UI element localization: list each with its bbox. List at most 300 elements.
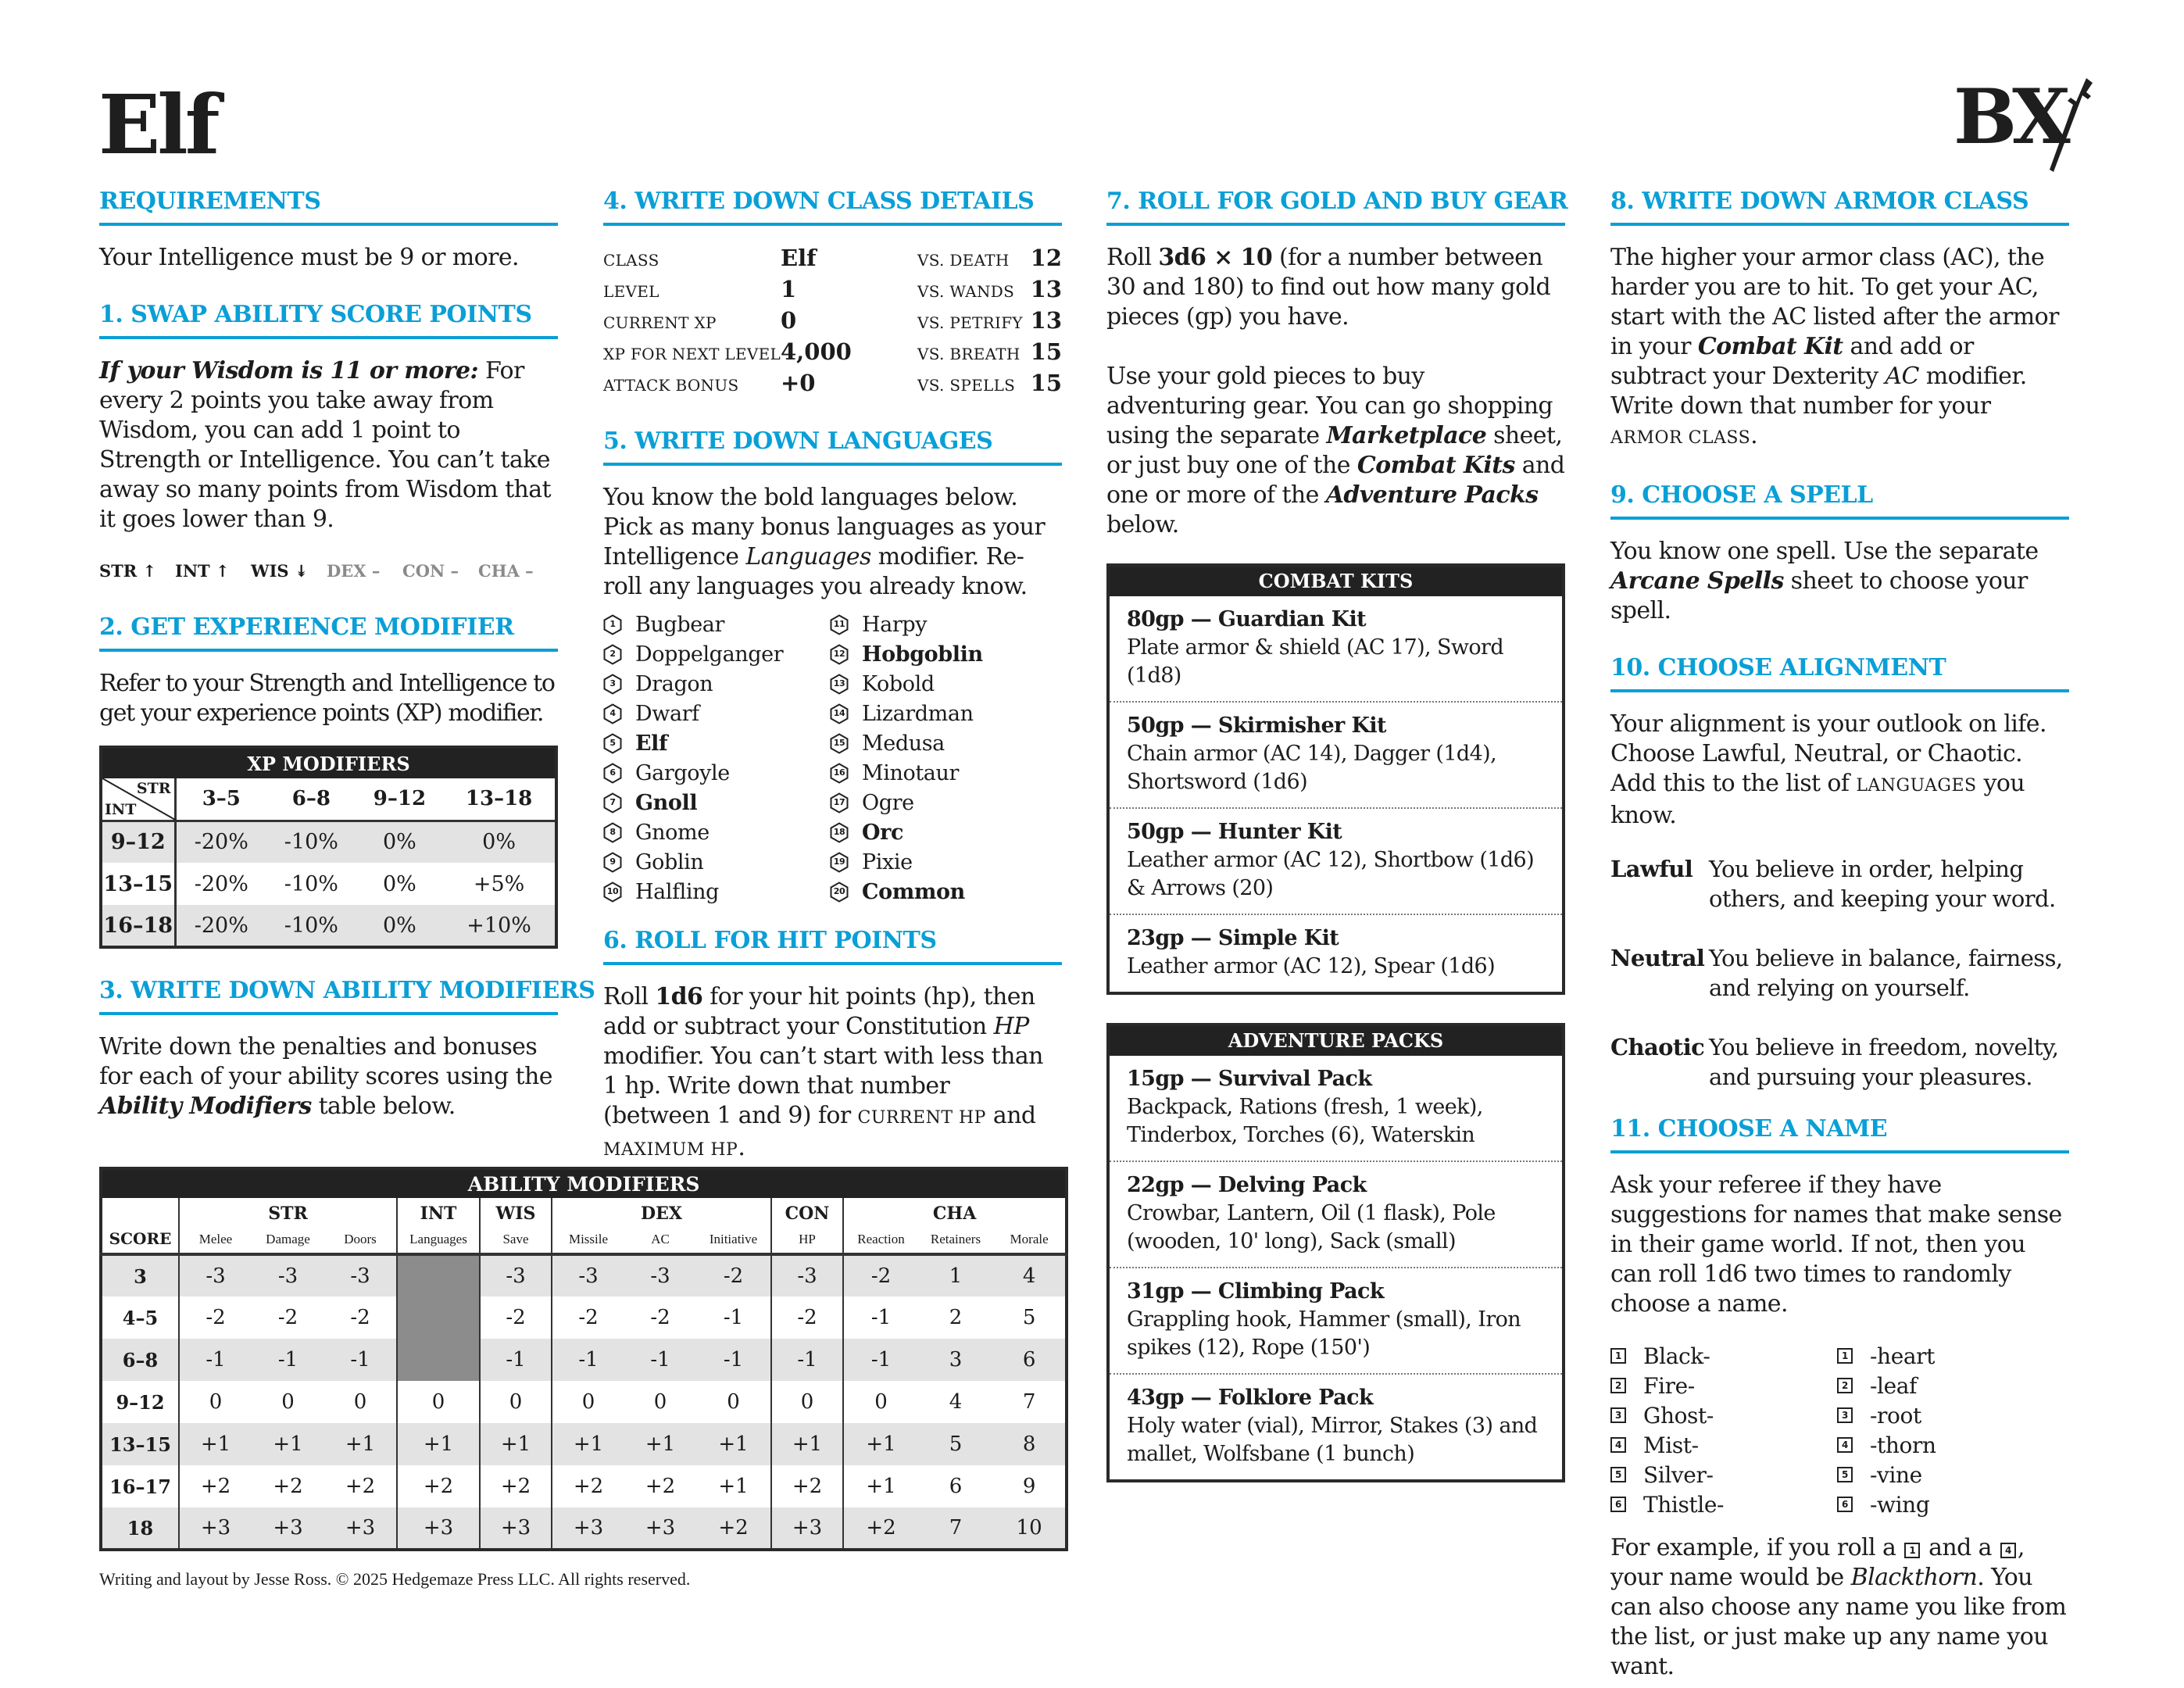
modifier-cell: +1: [696, 1423, 771, 1465]
column-4: [1610, 188, 2069, 1682]
swap-indicator: DEX –: [327, 561, 381, 581]
column-2: [603, 188, 1062, 1165]
step2-heading: 2. GET EXPERIENCE MODIFIER: [99, 613, 558, 652]
modifier-cell: +2: [273, 1475, 303, 1498]
saving-throw-label: VS. DEATH: [917, 251, 1010, 270]
modifier-cell: 0: [653, 1390, 667, 1414]
language-item: [603, 639, 830, 669]
modifier-cell: +3: [480, 1507, 552, 1550]
column-1: [99, 188, 595, 1121]
modifier-cell: 6: [949, 1475, 963, 1498]
d6-face-icon: 3: [1610, 1407, 1626, 1423]
modifier-cell: -3: [624, 1254, 696, 1296]
language-name: Medusa: [862, 731, 945, 756]
combat-kits-caption: COMBAT KITS: [1110, 567, 1562, 596]
language-item: [830, 728, 1056, 758]
combat-kit: [1110, 915, 1562, 992]
footer-credits: Writing and layout by Jesse Ross. © 2025 Hedgemaze Press LLC. All rights reserved.: [99, 1569, 691, 1589]
d20-hex-icon: 12: [830, 644, 849, 665]
language-item: [830, 877, 1056, 907]
languages-list: [603, 610, 1062, 907]
modifier-cell: -1: [843, 1296, 918, 1339]
not-applicable-cell: [397, 1254, 480, 1296]
ability-table-row: [101, 1465, 1067, 1507]
d20-hex-icon: 5: [603, 733, 622, 754]
class-detail-value: 1: [781, 276, 797, 302]
modifier-cell: 6: [993, 1339, 1067, 1381]
item-title: 80gp — Guardian Kit: [1127, 607, 1366, 631]
saving-throw-label: VS. BREATH: [917, 345, 1021, 363]
language-name: Halfling: [635, 879, 720, 904]
language-item: [830, 699, 1056, 728]
modifier-cell: -2: [552, 1296, 624, 1339]
step7-heading: 7. ROLL FOR GOLD AND BUY GEAR: [1106, 188, 1565, 226]
modifier-cell: +2: [843, 1507, 918, 1550]
d20-hex-icon: 10: [603, 882, 622, 903]
d20-hex-icon: 18: [830, 822, 849, 843]
alignment-list: [1610, 854, 2069, 1121]
step10-text: Your alignment is your outlook on life. Choose Lawful, Neutral, or Chaotic. Add this to the list of LANGUAGES you know.: [1610, 710, 2046, 829]
modifier-cell: -2: [480, 1296, 552, 1339]
combat-kit: [1110, 596, 1562, 703]
language-name: Harpy: [862, 612, 928, 637]
xp-cell: -10%: [284, 871, 338, 896]
language-item: [830, 758, 1056, 788]
xp-table-row: [101, 905, 556, 947]
language-name: Dwarf: [635, 701, 699, 726]
score-header: SCORE: [101, 1198, 179, 1254]
modifier-cell: +2: [480, 1465, 552, 1507]
saving-throw-label: VS. WANDS: [917, 282, 1015, 301]
language-name: Kobold: [862, 671, 935, 696]
alignment-description: You believe in freedom, novelty, and pursuing your pleasures.: [1709, 1034, 2059, 1090]
language-name: Gnome: [635, 820, 710, 845]
xp-row-label: 16–18: [101, 905, 175, 947]
adventure-pack: [1110, 1056, 1562, 1162]
xp-cell: -20%: [175, 905, 266, 947]
step9-text: You know one spell. Use the separate Arcane Spells sheet to choose your spell.: [1610, 538, 2039, 624]
alignment-name: Chaotic: [1610, 1034, 1705, 1060]
language-item: [603, 788, 830, 817]
xp-cell: -10%: [266, 821, 356, 863]
step3-heading: 3. WRITE DOWN ABILITY MODIFIERS: [99, 977, 558, 1015]
class-detail-value: Elf: [781, 245, 817, 271]
modifier-cell: 0: [179, 1381, 252, 1423]
item-description: Leather armor (AC 12), Shortbow (1d6) & Arrows (20): [1127, 848, 1535, 900]
modifier-cell: +3: [252, 1507, 324, 1550]
modifier-cell: -3: [252, 1254, 324, 1296]
die-face-icon: 1: [1904, 1543, 1920, 1558]
step7-roll-text: Roll 3d6 × 10 (for a number between 30 and 180) to find out how many gold pieces (gp) you have.: [1106, 244, 1551, 331]
language-name: Common: [862, 879, 965, 904]
item-title: 43gp — Folklore Pack: [1127, 1386, 1374, 1410]
modifier-cell: 0: [727, 1390, 740, 1414]
step1-heading: 1. SWAP ABILITY SCORE POINTS: [99, 301, 558, 339]
swap-indicators: [99, 561, 558, 581]
d6-face-icon: 5: [1837, 1467, 1853, 1482]
modifier-cell: +2: [645, 1475, 676, 1498]
step11-heading: 11. CHOOSE A NAME: [1610, 1115, 2069, 1153]
ability-subheader: Morale: [993, 1226, 1067, 1254]
modifier-cell: -3: [771, 1254, 843, 1296]
modifier-cell: +2: [179, 1465, 252, 1507]
ability-subheader: Doors: [324, 1226, 397, 1254]
name-table: [1610, 1341, 2069, 1519]
d20-hex-icon: 14: [830, 703, 849, 724]
name-prefix: 1 Black-: [1610, 1341, 1837, 1371]
name-prefix: 5 Silver-: [1610, 1460, 1837, 1490]
xp-col-header: 3–5: [175, 778, 266, 821]
ability-subheader: AC: [624, 1226, 696, 1254]
modifier-cell: 3: [918, 1339, 993, 1381]
modifier-cell: 2: [949, 1306, 963, 1329]
modifier-cell: +1: [552, 1423, 624, 1465]
d20-hex-icon: 8: [603, 822, 622, 843]
modifier-cell: 5: [1022, 1306, 1036, 1329]
name-prefix: 2 Fire-: [1610, 1371, 1837, 1400]
saving-throw-value: 13: [1030, 276, 1062, 302]
modifier-cell: +3: [324, 1507, 397, 1550]
xp-cell: +5%: [473, 871, 525, 896]
class-detail-label: CLASS: [603, 251, 659, 270]
modifier-cell: 0: [771, 1381, 843, 1423]
bx-logo: [1953, 73, 2094, 173]
name-suffix: 2 -leaf: [1837, 1371, 2064, 1400]
not-applicable-cell: [397, 1339, 480, 1381]
modifier-cell: +2: [345, 1475, 376, 1498]
modifier-cell: -3: [552, 1254, 624, 1296]
modifier-cell: -1: [324, 1339, 397, 1381]
step5-heading: 5. WRITE DOWN LANGUAGES: [603, 427, 1062, 466]
xp-cell: 0%: [356, 821, 444, 863]
d20-hex-icon: 2: [603, 644, 622, 665]
swap-indicator: STR ↑: [99, 561, 157, 581]
modifier-cell: -1: [552, 1339, 624, 1381]
group-header-con: CON: [771, 1198, 843, 1226]
saving-throw-value: 15: [1030, 338, 1062, 365]
modifier-cell: 0: [353, 1390, 367, 1414]
modifier-cell: 4: [949, 1390, 963, 1414]
ability-subheader: Reaction: [843, 1226, 918, 1254]
d6-face-icon: 3: [1837, 1407, 1853, 1423]
modifier-cell: 7: [918, 1507, 993, 1550]
ability-subheader: Melee: [179, 1226, 252, 1254]
name-suffix: 1 -heart: [1837, 1341, 2064, 1371]
modifier-cell: -1: [624, 1339, 696, 1381]
not-applicable-cell: [397, 1296, 480, 1339]
swap-indicator: CHA –: [478, 561, 534, 581]
modifier-cell: +2: [397, 1465, 480, 1507]
d20-hex-icon: 6: [603, 763, 622, 784]
modifier-cell: +1: [480, 1423, 552, 1465]
step7-shop-text: Use your gold pieces to buy adventuring gear. You can go shopping using the separate Marketplace sheet, or just buy one of the Combat Kits and one or more of the Adventure Packs below.: [1106, 363, 1565, 538]
logo-text: BX: [1953, 73, 2066, 161]
class-detail-value: 0: [781, 307, 797, 334]
step11-example: For example, if you roll a 1 and a 4 , your name would be Blackthorn. You can also choose any name you like from the list, or just make up any name you want.: [1610, 1534, 2067, 1680]
ability-table-row: [101, 1381, 1067, 1423]
modifier-cell: +1: [624, 1423, 696, 1465]
modifier-cell: +2: [696, 1507, 771, 1550]
step5-text: You know the bold languages below. Pick as many bonus languages as your Intelligence Languages modifier. Re-roll any languages you already know.: [603, 484, 1046, 600]
item-description: Leather armor (AC 12), Spear (1d6): [1127, 954, 1496, 978]
modifier-cell: -2: [771, 1296, 843, 1339]
language-name: Minotaur: [862, 760, 959, 785]
score-label: 13–15: [101, 1423, 179, 1465]
modifier-cell: +1: [843, 1465, 918, 1507]
ability-subheader: Missile: [552, 1226, 624, 1254]
item-title: 15gp — Survival Pack: [1127, 1067, 1372, 1091]
language-item: [603, 877, 830, 907]
ability-table-row: [101, 1254, 1067, 1296]
modifier-cell: +2: [552, 1465, 624, 1507]
ability-modifiers-table: [99, 1167, 1068, 1551]
requirements-heading: REQUIREMENTS: [99, 188, 558, 226]
modifier-cell: 0: [843, 1381, 918, 1423]
language-name: Goblin: [635, 849, 704, 874]
item-description: Chain armor (AC 14), Dagger (1d4), Shortsword (1d6): [1127, 742, 1497, 794]
xp-table-corner: STR INT: [101, 778, 175, 821]
d20-hex-icon: 19: [830, 852, 849, 873]
language-name: Gargoyle: [635, 760, 730, 785]
item-title: 31gp — Climbing Pack: [1127, 1279, 1384, 1304]
d20-hex-icon: 1: [603, 614, 622, 635]
name-suffix: 4 -thorn: [1837, 1430, 2064, 1460]
item-title: 50gp — Skirmisher Kit: [1127, 713, 1386, 738]
class-details: [603, 243, 1062, 398]
step6-heading: 6. ROLL FOR HIT POINTS: [603, 927, 1062, 965]
swap-indicator: CON –: [402, 561, 459, 581]
modifier-cell: -2: [650, 1306, 670, 1329]
language-name: Pixie: [862, 849, 913, 874]
d6-face-icon: 1: [1610, 1348, 1626, 1364]
ability-table-row: [101, 1423, 1067, 1465]
d6-face-icon: 6: [1837, 1497, 1853, 1512]
language-item: [603, 847, 830, 877]
combat-kits-box: [1106, 563, 1565, 995]
step8-text: The higher your armor class (AC), the harder you are to hit. To get your AC, start with the AC listed after the armor in your Combat Kit and add or subtract your Dexterity AC modifier. Write down that number for your ARMOR CLASS.: [1610, 244, 2059, 449]
modifier-cell: 7: [1022, 1390, 1036, 1414]
name-suffix: 3 -root: [1837, 1400, 2064, 1430]
xp-modifiers-table: [99, 746, 558, 949]
modifier-cell: 5: [918, 1423, 993, 1465]
modifier-cell: -3: [480, 1254, 552, 1296]
ability-subheader: Retainers: [918, 1226, 993, 1254]
modifier-cell: 0: [480, 1381, 552, 1423]
item-title: 23gp — Simple Kit: [1127, 926, 1339, 950]
item-description: Backpack, Rations (fresh, 1 week), Tinderbox, Torches (6), Waterskin: [1127, 1095, 1483, 1147]
language-name: Gnoll: [635, 790, 698, 815]
score-label: 3: [101, 1254, 179, 1296]
modifier-cell: -1: [771, 1339, 843, 1381]
d6-face-icon: 4: [1610, 1437, 1626, 1453]
ability-subheader: HP: [771, 1226, 843, 1254]
modifier-cell: +3: [179, 1507, 252, 1550]
swap-indicator: WIS ↡: [251, 561, 309, 581]
modifier-cell: 9: [1022, 1475, 1036, 1498]
language-item: [603, 758, 830, 788]
ability-subheader: Damage: [252, 1226, 324, 1254]
d6-face-icon: 5: [1610, 1467, 1626, 1482]
language-name: Orc: [862, 820, 903, 845]
ability-table-caption: ABILITY MODIFIERS: [101, 1168, 1067, 1198]
modifier-cell: +1: [718, 1475, 749, 1498]
step1-text: If your Wisdom is 11 or more: For every 2 points you take away from Wisdom, you can add 1 point to Strength or Intelligence. You can’t take away so many points from Wisdom that it goes lower than 9.: [99, 357, 551, 533]
d20-hex-icon: 16: [830, 763, 849, 784]
xp-cell: 0%: [382, 871, 416, 896]
language-item: [603, 817, 830, 847]
modifier-cell: -2: [696, 1254, 771, 1296]
d6-face-icon: 4: [1837, 1437, 1853, 1453]
modifier-cell: +1: [252, 1423, 324, 1465]
modifier-cell: -1: [480, 1339, 552, 1381]
alignment-description: You believe in order, helping others, and keeping your word.: [1709, 856, 2056, 912]
language-item: [830, 610, 1056, 639]
alignment-description: You believe in balance, fairness, and relying on yourself.: [1709, 945, 2063, 1001]
step11-text: Ask your referee if they have suggestions for names that make sense in their game world. If not, then you can roll 1d6 two times to randomly choose a name.: [1610, 1171, 2062, 1318]
saving-throw-label: VS. PETRIFY: [917, 313, 1023, 332]
language-name: Elf: [635, 731, 668, 756]
group-header-dex: DEX: [552, 1198, 771, 1226]
language-name: Bugbear: [635, 612, 724, 637]
d20-hex-icon: 3: [603, 674, 622, 695]
ability-subheader: Save: [480, 1226, 552, 1254]
group-header-int: INT: [397, 1198, 480, 1226]
class-detail-label: LEVEL: [603, 282, 659, 301]
language-name: Hobgoblin: [862, 642, 983, 667]
step3-text: Write down the penalties and bonuses for each of your ability scores using the Ability Modifiers table below.: [99, 1033, 552, 1120]
d20-hex-icon: 9: [603, 852, 622, 873]
item-title: 22gp — Delving Pack: [1127, 1173, 1367, 1197]
group-header-str: STR: [179, 1198, 397, 1226]
language-item: [603, 699, 830, 728]
modifier-cell: 1: [918, 1254, 993, 1296]
item-description: Holy water (vial), Mirror, Stakes (3) and mallet, Wolfsbane (1 bunch): [1127, 1414, 1538, 1466]
modifier-cell: +3: [624, 1507, 696, 1550]
saving-throw-value: 12: [1030, 245, 1062, 271]
d6-face-icon: 6: [1610, 1497, 1626, 1512]
modifier-cell: -1: [723, 1306, 744, 1329]
group-header-wis: WIS: [480, 1198, 552, 1226]
d20-hex-icon: 13: [830, 674, 849, 695]
item-description: Crowbar, Lantern, Oil (1 flask), Pole (wooden, 10' long), Sack (small): [1127, 1201, 1496, 1253]
d6-face-icon: 2: [1610, 1378, 1626, 1393]
modifier-cell: -1: [252, 1339, 324, 1381]
item-description: Grappling hook, Hammer (small), Iron spikes (12), Rope (150'): [1127, 1307, 1521, 1360]
d20-hex-icon: 20: [830, 882, 849, 903]
d6-face-icon: 1: [1837, 1348, 1853, 1364]
step9-heading: 9. CHOOSE A SPELL: [1610, 481, 2069, 520]
xp-cell: 0%: [356, 905, 444, 947]
d6-face-icon: 2: [1837, 1378, 1853, 1393]
item-title: 50gp — Hunter Kit: [1127, 820, 1342, 844]
language-item: [603, 669, 830, 699]
adventure-pack: [1110, 1375, 1562, 1479]
column-3: [1106, 188, 1568, 1482]
modifier-cell: +2: [771, 1465, 843, 1507]
modifier-cell: 0: [281, 1390, 295, 1414]
score-label: 4–5: [122, 1306, 159, 1329]
modifier-cell: +1: [843, 1423, 918, 1465]
language-item: [830, 639, 1056, 669]
combat-kit: [1110, 703, 1562, 809]
modifier-cell: -3: [179, 1254, 252, 1296]
modifier-cell: +1: [771, 1423, 843, 1465]
saving-throw-label: VS. SPELLS: [917, 376, 1016, 395]
xp-row-label: 9–12: [101, 821, 175, 863]
modifier-cell: -1: [843, 1339, 918, 1381]
adventure-packs-caption: ADVENTURE PACKS: [1110, 1026, 1562, 1056]
d20-hex-icon: 7: [603, 792, 622, 814]
name-suffix: 5 -vine: [1837, 1460, 2064, 1490]
modifier-cell: -2: [350, 1306, 370, 1329]
ability-subheader: Languages: [397, 1226, 480, 1254]
modifier-cell: 10: [993, 1507, 1067, 1550]
saving-throw-value: 13: [1030, 307, 1062, 334]
modifier-cell: -1: [696, 1339, 771, 1381]
modifier-cell: +1: [324, 1423, 397, 1465]
xp-col-header: 9–12: [356, 778, 444, 821]
language-item: [830, 817, 1056, 847]
step4-heading: 4. WRITE DOWN CLASS DETAILS: [603, 188, 1062, 226]
modifier-cell: +1: [179, 1423, 252, 1465]
alignment-name: Neutral: [1610, 945, 1705, 971]
language-name: Lizardman: [862, 701, 974, 726]
page-title: Elf: [98, 77, 217, 173]
modifier-cell: +3: [552, 1507, 624, 1550]
die-face-icon: 4: [2000, 1543, 2016, 1558]
alignment-name: Lawful: [1610, 856, 1693, 882]
modifier-cell: -3: [324, 1254, 397, 1296]
class-detail-label: ATTACK BONUS: [603, 376, 739, 395]
language-name: Doppelganger: [635, 642, 784, 667]
language-item: [603, 610, 830, 639]
adventure-packs-box: [1106, 1023, 1565, 1482]
modifier-cell: 0: [397, 1381, 480, 1423]
adventure-pack: [1110, 1268, 1562, 1375]
ability-subheader: Initiative: [696, 1226, 771, 1254]
xp-table-caption: XP MODIFIERS: [101, 747, 556, 778]
xp-table-row: [101, 863, 556, 905]
language-name: Ogre: [862, 790, 914, 815]
xp-cell: +10%: [443, 905, 556, 947]
swap-indicator: INT ↑: [175, 561, 230, 581]
xp-cell: -20%: [194, 871, 248, 896]
class-detail-value: +0: [781, 370, 816, 396]
modifier-cell: +1: [397, 1423, 480, 1465]
d20-hex-icon: 11: [830, 614, 849, 635]
modifier-cell: 0: [552, 1381, 624, 1423]
modifier-cell: +3: [771, 1507, 843, 1550]
score-label: 16–17: [109, 1475, 171, 1498]
requirements-text: Your Intelligence must be 9 or more.: [99, 244, 519, 271]
modifier-cell: 8: [993, 1423, 1067, 1465]
combat-kit: [1110, 809, 1562, 915]
xp-cell: -10%: [266, 905, 356, 947]
xp-table-row: [101, 821, 556, 863]
step8-heading: 8. WRITE DOWN ARMOR CLASS: [1610, 188, 2069, 226]
name-prefix: 6 Thistle-: [1610, 1490, 1837, 1519]
ability-table-row: [101, 1296, 1067, 1339]
adventure-pack: [1110, 1162, 1562, 1268]
language-item: [830, 788, 1056, 817]
modifier-cell: -1: [179, 1339, 252, 1381]
step6-text: Roll 1d6 for your hit points (hp), then add or subtract your Constitution HP modifier. You can’t start with less than 1 hp. Write down that number (between 1 and 9) for CURRENT HP and MAXIMUM HP.: [603, 983, 1043, 1161]
language-item: [830, 669, 1056, 699]
class-detail-label: CURRENT XP: [603, 313, 717, 332]
xp-cell: 0%: [443, 821, 556, 863]
name-prefix: 3 Ghost-: [1610, 1400, 1837, 1430]
d20-hex-icon: 4: [603, 703, 622, 724]
